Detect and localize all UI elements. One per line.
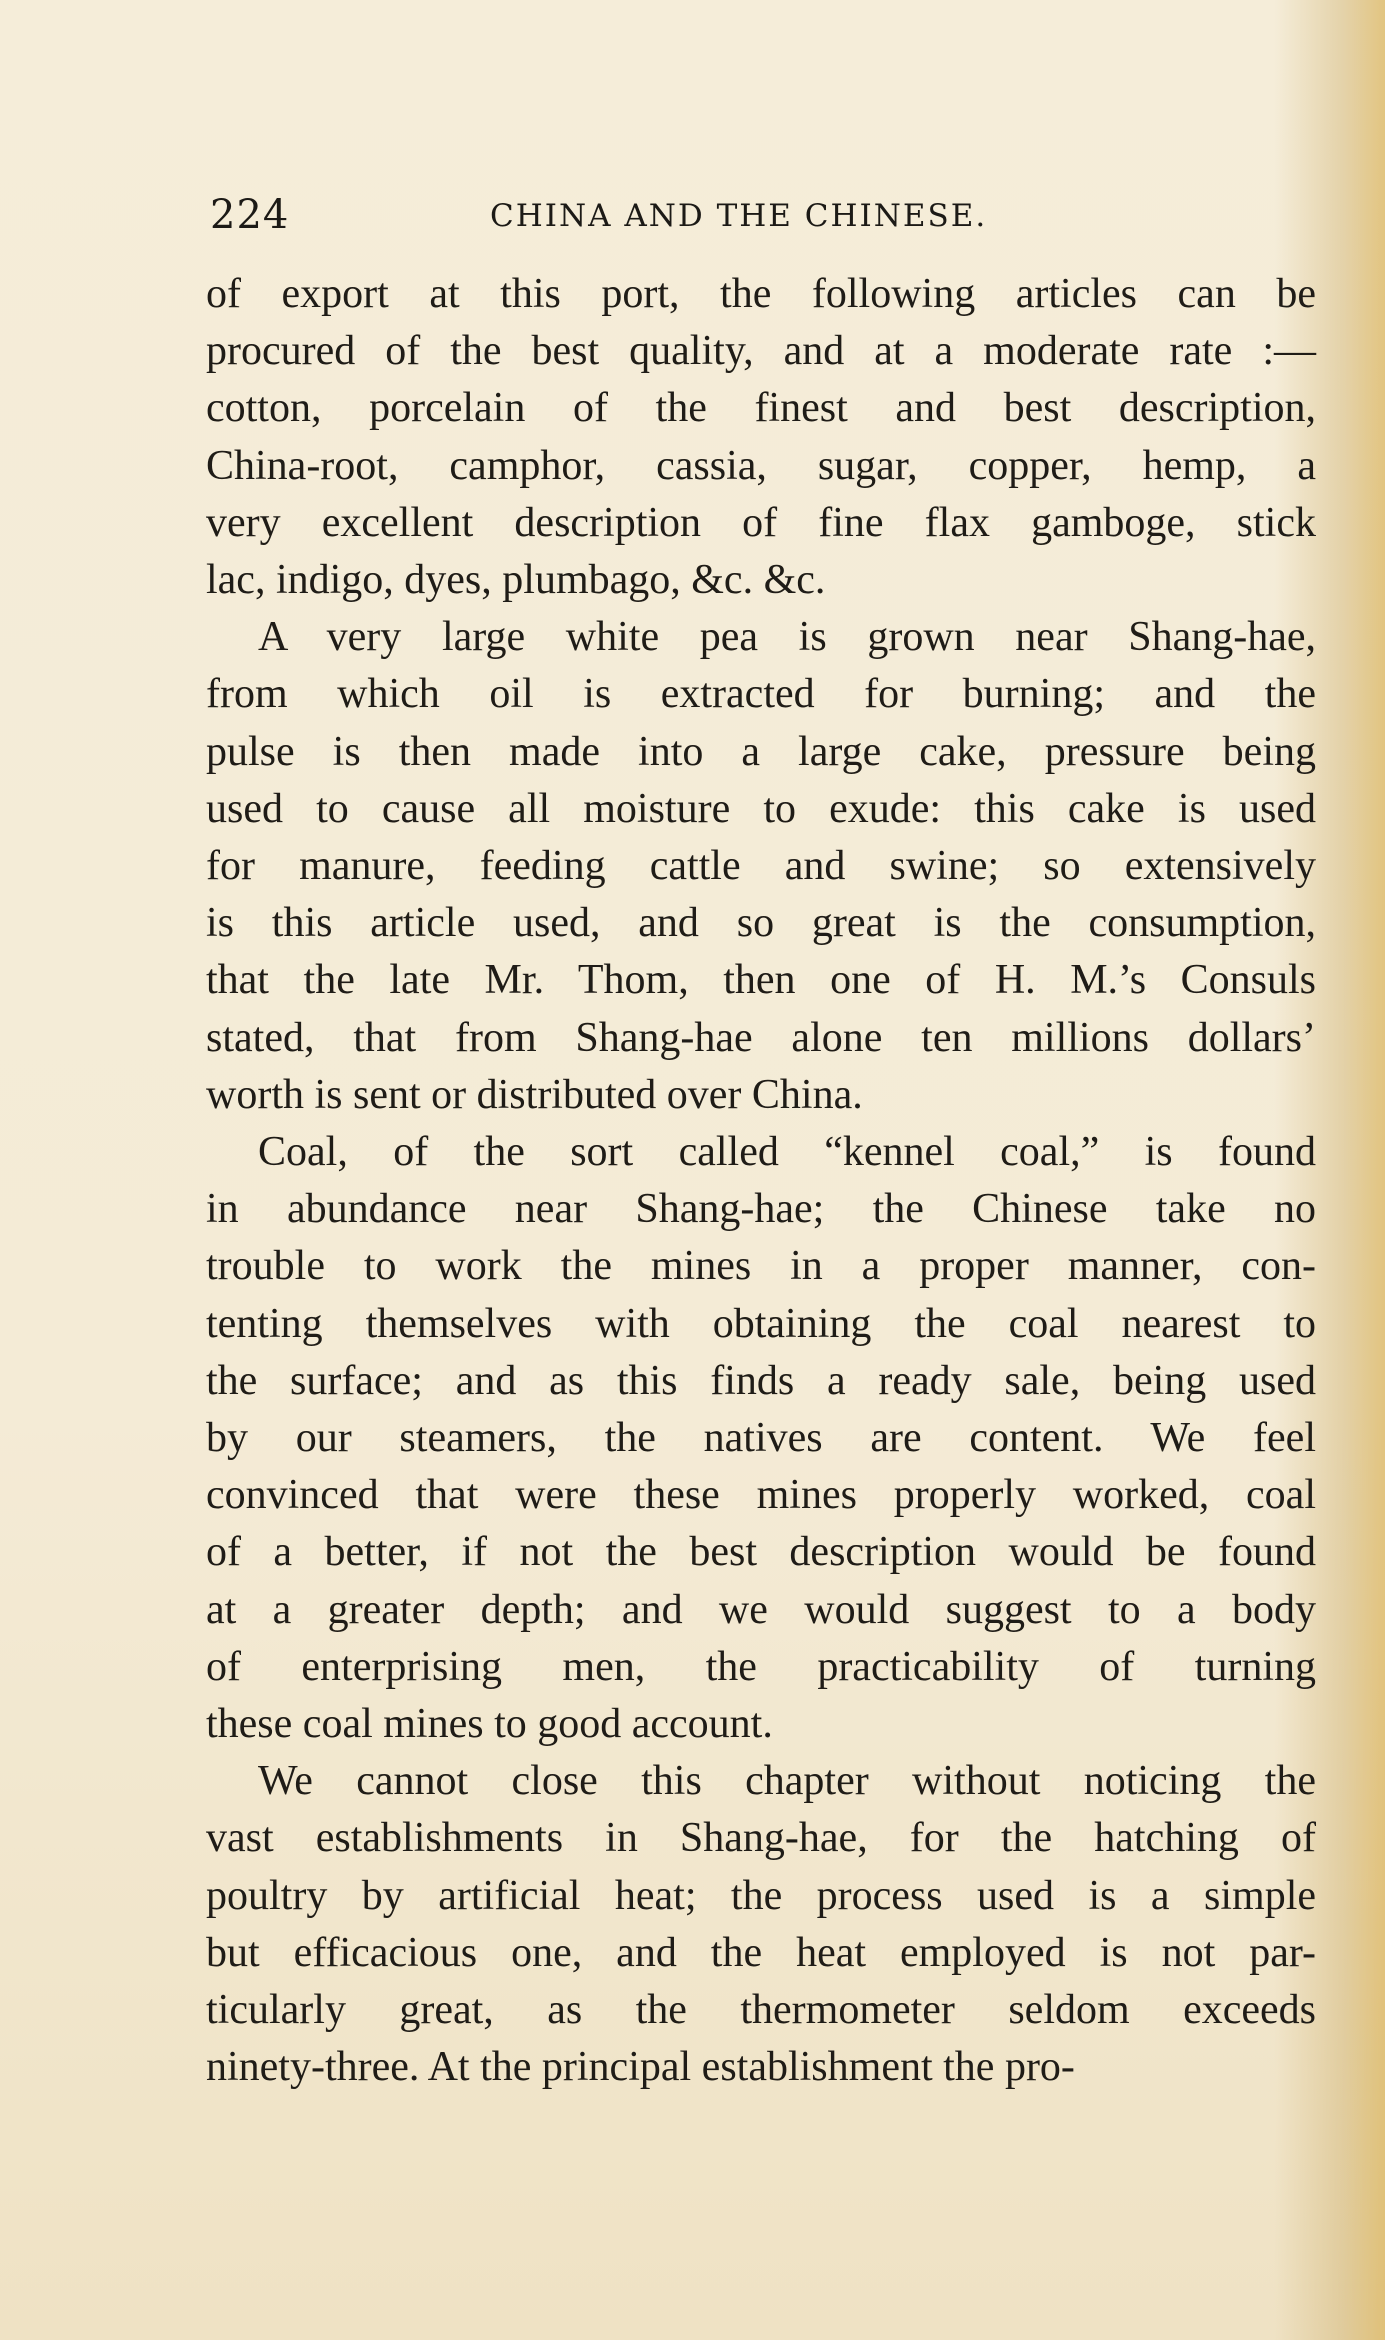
text-line: lac, indigo, dyes, plumbago, &c. &c. <box>206 557 826 604</box>
text-line: very excellent description of fine flax gamboge, stick <box>206 499 1316 546</box>
text-line: cotton, porcelain of the finest and best description, <box>206 385 1316 432</box>
text-line: is this article used, and so great is the consumption, <box>206 900 1316 947</box>
text-line: We cannot close this chapter without noticing the <box>258 1758 1316 1805</box>
text-line: China-root, camphor, cassia, sugar, copper, hemp, a <box>206 442 1316 489</box>
text-line: of export at this port, the following articles can be <box>206 271 1316 317</box>
text-line: pulse is then made into a large cake, pressure being <box>206 728 1316 775</box>
text-line: that the late Mr. Thom, then one of H. M.’s Consuls <box>206 957 1316 1004</box>
text-line: vast establishments in Shang-hae, for the hatching of <box>206 1815 1316 1862</box>
text-line: procured of the best quality, and at a moderate rate :— <box>206 328 1316 375</box>
text-line: used to cause all moisture to exude: this cake is used <box>206 785 1316 832</box>
paragraph <box>206 609 1316 1124</box>
text-line: poultry by artificial heat; the process used is a simple <box>206 1872 1316 1919</box>
paragraph <box>206 1753 1316 2096</box>
text-line: worth is sent or distributed over China. <box>206 1071 863 1118</box>
body-text <box>206 266 1316 2097</box>
text-line: convinced that were these mines properly worked, coal <box>206 1472 1316 1519</box>
text-line: ticularly great, as the thermometer seldom exceeds <box>206 1987 1316 2034</box>
text-line: these coal mines to good account. <box>206 1701 773 1748</box>
text-line: of enterprising men, the practicability of turning <box>206 1643 1316 1690</box>
text-line: ninety-three. At the principal establishment the pro- <box>206 2044 1075 2091</box>
page-header <box>200 192 1310 242</box>
text-line: for manure, feeding cattle and swine; so extensively <box>206 843 1316 890</box>
text-line: Coal, of the sort called “kennel coal,” is found <box>258 1129 1316 1176</box>
text-line: of a better, if not the best description would be found <box>206 1529 1316 1576</box>
text-line: in abundance near Shang-hae; the Chinese take no <box>206 1186 1316 1233</box>
text-line: by our steamers, the natives are content. We feel <box>206 1415 1316 1462</box>
text-line: at a greater depth; and we would suggest to a body <box>206 1586 1316 1633</box>
text-line: tenting themselves with obtaining the coal nearest to <box>206 1300 1316 1347</box>
paragraph <box>206 266 1316 609</box>
paragraph <box>206 1124 1316 1753</box>
text-line: trouble to work the mines in a proper manner, con- <box>206 1243 1316 1290</box>
running-head: CHINA AND THE CHINESE. <box>490 198 988 234</box>
text-line: but efficacious one, and the heat employed is not par- <box>206 1929 1316 1976</box>
text-line: stated, that from Shang-hae alone ten millions dollars’ <box>206 1014 1316 1061</box>
text-line: the surface; and as this finds a ready sale, being used <box>206 1357 1316 1404</box>
page-number: 224 <box>210 192 290 238</box>
text-line: from which oil is extracted for burning; and the <box>206 671 1316 718</box>
text-line: A very large white pea is grown near Shang-hae, <box>258 614 1316 661</box>
